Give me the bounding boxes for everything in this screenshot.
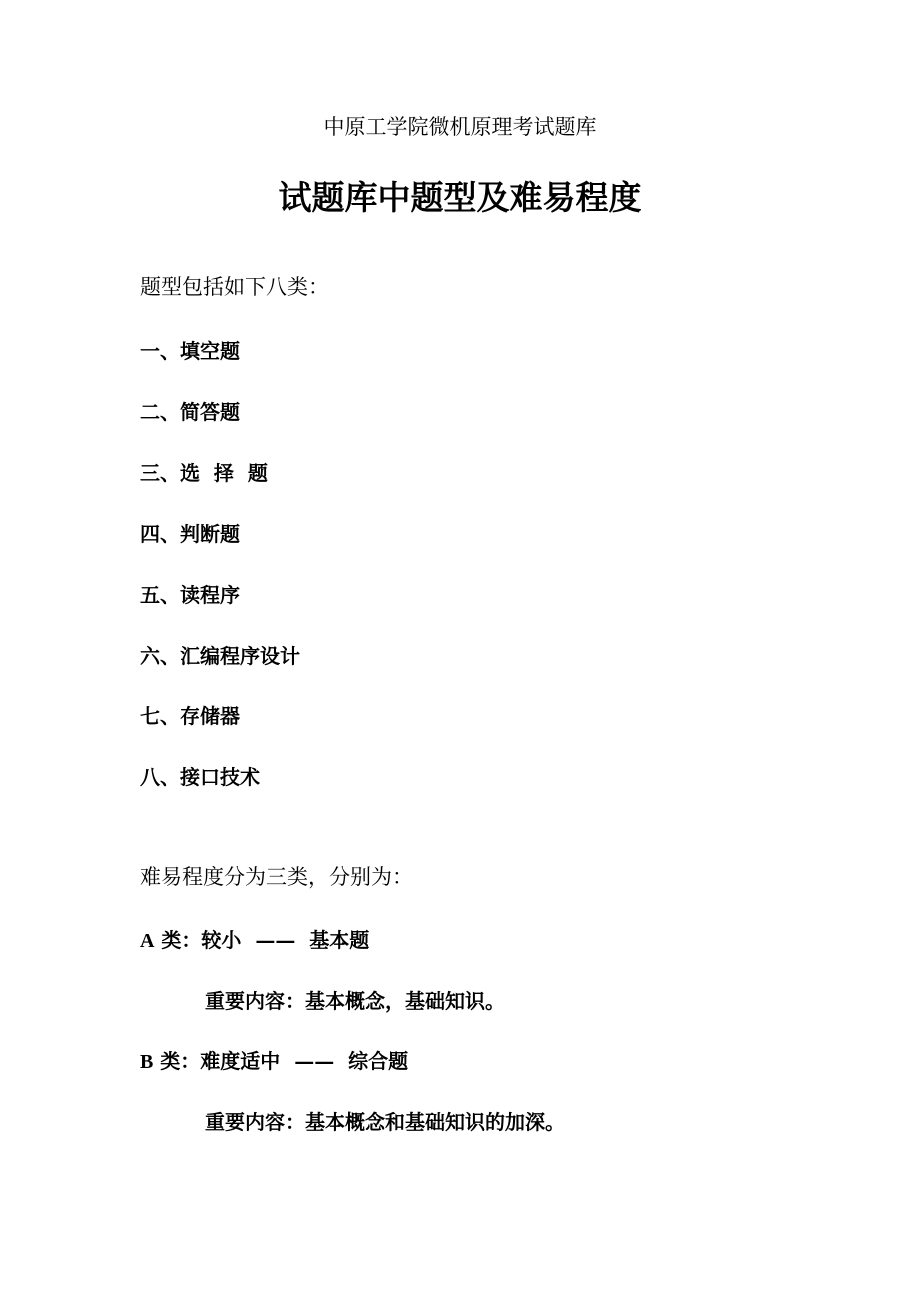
difficulty-intro: 难易程度分为三类，分别为：: [140, 865, 413, 889]
type-item: 五、读程序: [140, 583, 240, 607]
grade-b-line: [140, 1047, 408, 1076]
grade-label: 类：难度适中 —— 综合题: [153, 1049, 409, 1073]
type-item: 六、汇编程序设计: [140, 644, 300, 668]
document-title: 试题库中题型及难易程度: [278, 178, 642, 217]
grade-letter: B: [140, 1051, 154, 1073]
type-item: 一、填空题: [140, 339, 240, 363]
grade-a-line: [140, 926, 369, 955]
type-item: 四、判断题: [140, 522, 240, 546]
type-item: 三、选 择 题: [140, 461, 268, 485]
grade-letter: A: [140, 930, 155, 952]
type-item: 二、简答题: [140, 400, 240, 424]
types-intro: 题型包括如下八类：: [140, 275, 329, 299]
grade-detail: 重要内容：基本概念和基础知识的加深。: [205, 1110, 565, 1134]
type-item: 八、接口技术: [140, 765, 260, 789]
type-item: 七、存储器: [140, 704, 240, 728]
grade-detail: 重要内容：基本概念，基础知识。: [205, 989, 505, 1013]
document-header: 中原工学院微机原理考试题库: [323, 115, 597, 139]
grade-label: 类：较小 —— 基本题: [154, 928, 370, 952]
